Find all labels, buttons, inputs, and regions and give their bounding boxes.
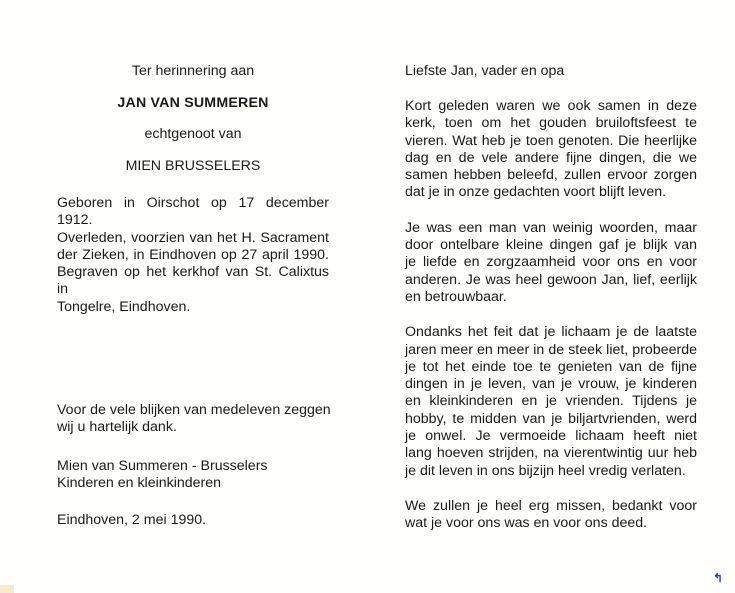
paragraph [405, 498, 697, 533]
paragraph-line: door ontelbare kleine dingen gaf je blijk van [405, 237, 697, 254]
left-panel [57, 63, 331, 528]
paragraph-line: je dit leven in ons bijzijn heel vredig verlaten. [405, 462, 686, 479]
signature [57, 458, 329, 493]
paragraph-line: We zullen je heel erg missen, bedankt voor [405, 497, 697, 514]
paragraph-line: hobby, te midden van je biljartvrienden, werd [405, 410, 697, 427]
paragraph [405, 98, 697, 202]
paragraph-line: kerk, toen om het gouden bruiloftsfeest te [405, 115, 697, 132]
paragraph-line: Kort geleden waren we ook samen in deze [405, 98, 697, 114]
spouse-name: MIEN BRUSSELERS [125, 158, 261, 174]
paragraph-line: dag en de vele andere fijne dingen, die we [405, 149, 697, 166]
thanks-line: wij u hartelijk dank. [57, 419, 177, 436]
relation-text: echtgenoot van [144, 126, 242, 142]
paragraph-line: lang hoeven strijden, na vierentwintig uur heb [405, 445, 697, 462]
thanks-text [57, 402, 329, 437]
paragraph-line: en kleinkinderen en je vrienden. Tijdens je [405, 393, 697, 410]
deceased-name: JAN VAN SUMMEREN [117, 95, 269, 111]
paragraph-line: dat je in onze gedachten voort blijft leven. [405, 184, 667, 201]
thanks-line: Voor de vele blijken van medeleven zeggen [57, 402, 331, 418]
greeting: Liefste Jan, vader en opa [405, 63, 565, 79]
paragraph-line: Je was een man van weinig woorden, maar [405, 219, 697, 236]
bio-line: Tongelre, Eindhoven. [57, 298, 191, 315]
paragraph-line: en betrouwbaar. [405, 288, 507, 305]
bio-line: der Zieken, in Eindhoven op 27 april 1990. [57, 246, 329, 263]
paragraph-line: samen hebben beleefd, zullen ervoor zorgen [405, 167, 697, 184]
paragraph-line: je tot het einde toe te genieten van de fijne [405, 358, 697, 375]
paragraph-line: je onwel. Je vermoeide lichaam heeft niet [405, 428, 697, 445]
ink-mark-icon: ↰ [713, 571, 724, 585]
signature-line: Mien van Summeren - Brusselers [57, 458, 268, 474]
paragraph-line: Ondanks het feit dat je lichaam je de laatste [405, 324, 697, 341]
right-panel [405, 63, 697, 533]
paragraph [405, 220, 697, 306]
bio-line: Geboren in Oirschot op 17 december 1912. [57, 195, 329, 229]
paper-corner [0, 585, 14, 593]
bio-line: Overleden, voorzien van het H. Sacrament [57, 229, 329, 246]
in-memory-heading: Ter herinnering aan [131, 63, 255, 79]
paragraph-line: jaren meer en meer in de steek liet, probeerde [405, 341, 697, 358]
signature-line: Kinderen en kleinkinderen [57, 475, 222, 492]
bio-line: Begraven op het kerkhof van St. Calixtus in [57, 264, 329, 298]
paragraph [405, 324, 697, 480]
paragraph-line: vieren. Wat heb je toen genoten. Die heerlijke [405, 132, 697, 149]
paragraph-line: je liefde en zorgzaamheid voor ons en voor [405, 254, 697, 271]
paragraph-line: wat je voor ons was en voor ons deed. [405, 515, 648, 532]
biography [57, 195, 329, 316]
place-date: Eindhoven, 2 mei 1990. [57, 512, 207, 528]
paragraph-line: anderen. Je was heel gewoon Jan, lief, eerlijk [405, 271, 697, 288]
paragraph-line: dingen in je leven, van je vrouw, je kinderen [405, 376, 697, 393]
